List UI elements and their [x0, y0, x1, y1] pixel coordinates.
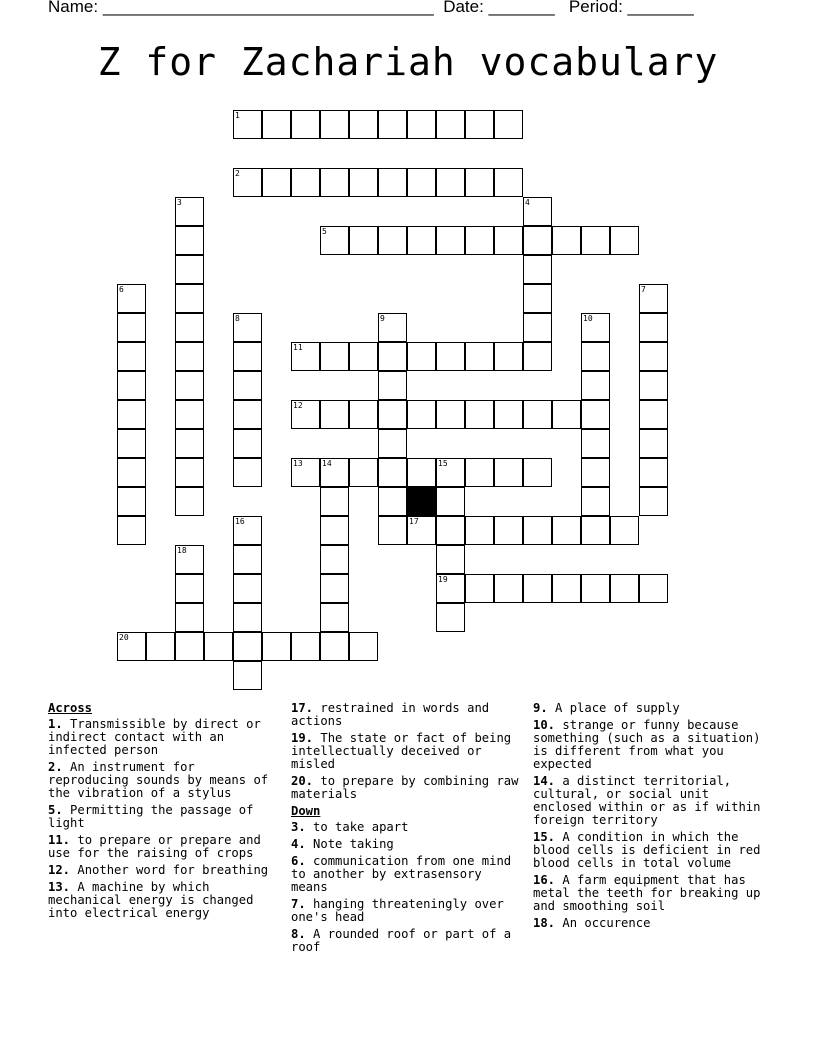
grid-cell[interactable]	[639, 342, 668, 371]
grid-cell[interactable]	[581, 400, 610, 429]
grid-cell[interactable]	[175, 574, 204, 603]
grid-cell[interactable]	[494, 168, 523, 197]
grid-cell[interactable]	[436, 545, 465, 574]
grid-cell[interactable]	[291, 168, 320, 197]
grid-cell[interactable]	[146, 632, 175, 661]
grid-cell[interactable]	[117, 400, 146, 429]
clue-number: 12	[293, 401, 303, 410]
grid-cell[interactable]	[320, 342, 349, 371]
clue-column-3	[533, 702, 767, 934]
grid-cell[interactable]	[378, 487, 407, 516]
clue-down: 16. A farm equipment that has metal the teeth for breaking up and smoothing soil	[533, 873, 761, 913]
grid-cell[interactable]	[320, 168, 349, 197]
clue-number: 5	[322, 227, 327, 236]
grid-cell[interactable]	[175, 313, 204, 342]
grid-cell[interactable]	[349, 168, 378, 197]
grid-cell[interactable]	[233, 458, 262, 487]
grid-cell[interactable]	[378, 429, 407, 458]
clue-number: 6	[119, 285, 124, 294]
clue-across: 20. to prepare by combining raw materials	[291, 774, 519, 801]
grid-cell[interactable]	[407, 458, 436, 487]
grid-cell[interactable]	[175, 255, 204, 284]
period-line[interactable]: _______	[627, 0, 694, 16]
clue-across: 17. restrained in words and actions	[291, 701, 490, 728]
grid-cell[interactable]	[233, 371, 262, 400]
grid-cell[interactable]	[494, 342, 523, 371]
grid-cell[interactable]	[349, 342, 378, 371]
grid-cell[interactable]	[378, 458, 407, 487]
grid-cell[interactable]	[436, 487, 465, 516]
grid-cell[interactable]	[639, 458, 668, 487]
grid-cell[interactable]	[436, 226, 465, 255]
clue-number: 3	[177, 198, 182, 207]
grid-cell[interactable]	[175, 371, 204, 400]
clue-column-2	[291, 702, 525, 958]
clue-down: 15. A condition in which the blood cells is deficient in red blood cells in total volume	[533, 830, 761, 870]
grid-cell[interactable]	[523, 255, 552, 284]
period-label: Period:	[568, 0, 623, 16]
grid-cell[interactable]	[117, 429, 146, 458]
grid-cell[interactable]	[407, 226, 436, 255]
grid-cell[interactable]	[494, 516, 523, 545]
grid-cell[interactable]	[233, 429, 262, 458]
grid-cell[interactable]	[581, 574, 610, 603]
grid-cell[interactable]	[436, 400, 465, 429]
grid-cell[interactable]	[117, 516, 146, 545]
clue-number: 16	[235, 517, 245, 526]
grid-cell[interactable]	[523, 284, 552, 313]
grid-cell[interactable]	[639, 429, 668, 458]
grid-cell[interactable]	[523, 313, 552, 342]
clue-number: 11	[293, 343, 303, 352]
grid-cell[interactable]	[378, 400, 407, 429]
grid-cell[interactable]	[378, 342, 407, 371]
grid-cell[interactable]	[407, 342, 436, 371]
grid-cell[interactable]	[465, 226, 494, 255]
grid-cell[interactable]	[639, 487, 668, 516]
clue-number: 17	[409, 517, 419, 526]
grid-cell[interactable]	[523, 516, 552, 545]
clue-number: 13	[293, 459, 303, 468]
grid-cell[interactable]	[639, 371, 668, 400]
grid-cell[interactable]	[233, 574, 262, 603]
grid-cell[interactable]	[262, 168, 291, 197]
grid-cell[interactable]	[117, 342, 146, 371]
grid-cell[interactable]	[436, 342, 465, 371]
clue-across: 19. The state or fact of being intellectually deceived or misled	[291, 731, 512, 771]
grid-cell[interactable]	[552, 226, 581, 255]
grid-cell[interactable]	[465, 168, 494, 197]
grid-cell[interactable]	[494, 110, 523, 139]
grid-cell[interactable]	[581, 516, 610, 545]
grid-cell[interactable]	[465, 516, 494, 545]
grid-cell[interactable]	[407, 110, 436, 139]
grid-cell[interactable]	[552, 516, 581, 545]
grid-cell[interactable]	[291, 110, 320, 139]
clue-across: 2. An instrument for reproducing sounds by means of the vibration of a stylus	[48, 760, 269, 800]
grid-cell[interactable]	[320, 516, 349, 545]
grid-cell[interactable]	[378, 371, 407, 400]
clue-column-1	[48, 702, 282, 924]
grid-cell[interactable]	[320, 545, 349, 574]
grid-cell[interactable]	[117, 487, 146, 516]
grid-cell[interactable]	[204, 632, 233, 661]
grid-cell[interactable]	[175, 400, 204, 429]
grid-cell[interactable]	[465, 342, 494, 371]
down-heading: Down	[291, 804, 321, 818]
grid-cell[interactable]	[175, 226, 204, 255]
date-label: Date:	[443, 0, 484, 16]
across-heading: Across	[48, 701, 93, 715]
clue-number: 2	[235, 169, 240, 178]
grid-cell[interactable]	[378, 226, 407, 255]
grid-cell[interactable]	[639, 574, 668, 603]
grid-cell[interactable]	[320, 632, 349, 661]
grid-cell[interactable]	[233, 603, 262, 632]
page-title: Z for Zachariah vocabulary	[97, 40, 719, 84]
blocked-cell	[407, 487, 436, 516]
clue-across: 5. Permitting the passage of light	[48, 803, 254, 830]
grid-cell[interactable]	[523, 226, 552, 255]
grid-cell[interactable]	[436, 516, 465, 545]
clue-down: 18. An occurence	[533, 916, 651, 930]
clue-down: 10. strange or funny because something (such as a situation) is different from what you expected	[533, 718, 761, 771]
grid-cell[interactable]	[320, 400, 349, 429]
grid-cell[interactable]	[494, 226, 523, 255]
clue-number: 14	[322, 459, 332, 468]
grid-cell[interactable]	[407, 400, 436, 429]
clue-number: 9	[380, 314, 385, 323]
grid-cell[interactable]	[175, 458, 204, 487]
clue-down: 6. communication from one mind to another by extrasensory means	[291, 854, 512, 894]
grid-cell[interactable]	[175, 342, 204, 371]
grid-cell[interactable]	[320, 487, 349, 516]
clue-number: 7	[641, 285, 646, 294]
grid-cell[interactable]	[320, 603, 349, 632]
clue-number: 15	[438, 459, 448, 468]
grid-cell[interactable]	[233, 545, 262, 574]
clue-across: 12. Another word for breathing	[48, 863, 269, 877]
grid-cell[interactable]	[262, 632, 291, 661]
grid-cell[interactable]	[523, 400, 552, 429]
grid-cell[interactable]	[349, 632, 378, 661]
grid-cell[interactable]	[494, 400, 523, 429]
date-line[interactable]: _______	[488, 0, 555, 16]
grid-cell[interactable]	[523, 458, 552, 487]
grid-cell[interactable]	[175, 429, 204, 458]
grid-cell[interactable]	[523, 342, 552, 371]
clue-across: 11. to prepare or prepare and use for the raising of crops	[48, 833, 261, 860]
grid-cell[interactable]	[175, 487, 204, 516]
grid-cell[interactable]	[349, 110, 378, 139]
grid-cell[interactable]	[494, 574, 523, 603]
grid-cell[interactable]	[581, 487, 610, 516]
grid-cell[interactable]	[233, 661, 262, 690]
clue-down: 14. a distinct territorial, cultural, or social unit enclosed within or as if within foreign territory	[533, 774, 761, 827]
grid-cell[interactable]	[378, 110, 407, 139]
grid-cell[interactable]	[465, 110, 494, 139]
grid-cell[interactable]	[610, 574, 639, 603]
clue-number: 19	[438, 575, 448, 584]
grid-cell[interactable]	[378, 168, 407, 197]
grid-cell[interactable]	[349, 400, 378, 429]
clue-number: 1	[235, 111, 240, 120]
grid-cell[interactable]	[639, 400, 668, 429]
grid-cell[interactable]	[320, 110, 349, 139]
grid-cell[interactable]	[407, 168, 436, 197]
grid-cell[interactable]	[610, 226, 639, 255]
grid-cell[interactable]	[581, 226, 610, 255]
clue-number: 18	[177, 546, 187, 555]
grid-cell[interactable]	[523, 574, 552, 603]
grid-cell[interactable]	[581, 458, 610, 487]
grid-cell[interactable]	[581, 342, 610, 371]
grid-cell[interactable]	[465, 400, 494, 429]
grid-cell[interactable]	[436, 603, 465, 632]
grid-cell[interactable]	[581, 429, 610, 458]
grid-cell[interactable]	[262, 110, 291, 139]
grid-cell[interactable]	[233, 400, 262, 429]
grid-cell[interactable]	[117, 313, 146, 342]
clue-across: 13. A machine by which mechanical energy is changed into electrical energy	[48, 880, 254, 920]
clue-down: 4. Note taking	[291, 837, 394, 851]
grid-cell[interactable]	[117, 458, 146, 487]
clue-number: 20	[119, 633, 129, 642]
grid-cell[interactable]	[320, 574, 349, 603]
clue-down: 3. to take apart	[291, 820, 409, 834]
name-line[interactable]: ___________________________________	[102, 0, 434, 16]
clue-number: 4	[525, 198, 530, 207]
grid-cell[interactable]	[233, 342, 262, 371]
grid-cell[interactable]	[610, 516, 639, 545]
grid-cell[interactable]	[175, 632, 204, 661]
grid-cell[interactable]	[349, 458, 378, 487]
grid-cell[interactable]	[349, 226, 378, 255]
grid-cell[interactable]	[378, 516, 407, 545]
grid-cell[interactable]	[436, 110, 465, 139]
grid-cell[interactable]	[175, 603, 204, 632]
clue-down: 8. A rounded roof or part of a roof	[291, 927, 512, 954]
grid-cell[interactable]	[233, 632, 262, 661]
grid-cell[interactable]	[175, 284, 204, 313]
grid-cell[interactable]	[494, 458, 523, 487]
clue-number: 10	[583, 314, 593, 323]
grid-cell[interactable]	[581, 371, 610, 400]
grid-cell[interactable]	[552, 574, 581, 603]
clue-down: 9. A place of supply	[533, 701, 680, 715]
name-label: Name:	[48, 0, 99, 16]
grid-cell[interactable]	[291, 632, 320, 661]
grid-cell[interactable]	[117, 371, 146, 400]
grid-cell[interactable]	[465, 574, 494, 603]
grid-cell[interactable]	[552, 400, 581, 429]
clue-down: 7. hanging threateningly over one's head	[291, 897, 504, 924]
grid-cell[interactable]	[436, 168, 465, 197]
grid-cell[interactable]	[639, 313, 668, 342]
grid-cell[interactable]	[465, 458, 494, 487]
clue-number: 8	[235, 314, 240, 323]
clue-across: 1. Transmissible by direct or indirect contact with an infected person	[48, 717, 261, 757]
